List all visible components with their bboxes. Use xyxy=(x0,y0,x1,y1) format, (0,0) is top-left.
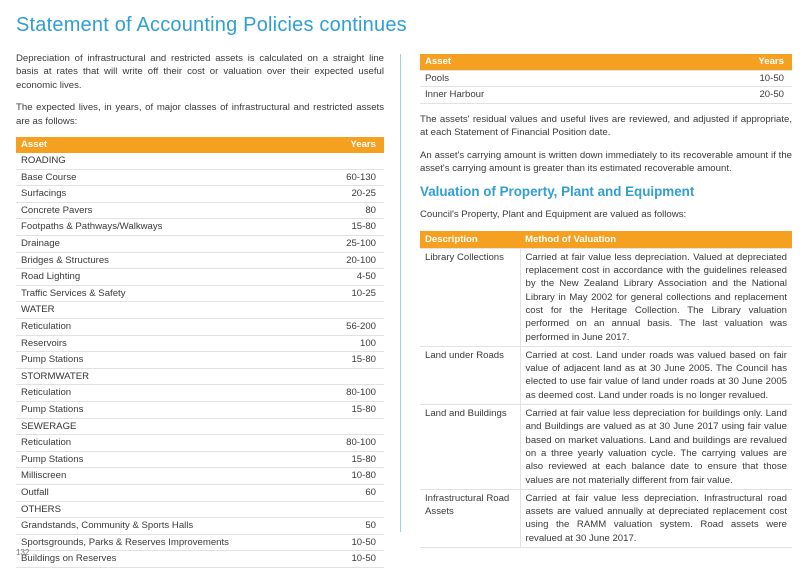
asset-column-header: Asset xyxy=(16,137,324,153)
asset-cell: Pump Stations xyxy=(16,451,324,468)
asset-cell: Footpaths & Pathways/Walkways xyxy=(16,219,324,236)
table-header-row xyxy=(420,231,792,249)
description-column-header: Description xyxy=(420,231,520,249)
description-cell: Infrastructural Road Assets xyxy=(420,489,520,547)
table-row xyxy=(16,451,384,468)
method-cell: Carried at cost. Land under roads was valued based on fair value of adjacent land as at 30 June 2005. The Council has elected to use fair value of land under roads at 30 June 2005 as deemed cost. Land under roads is no longer revalued. xyxy=(520,346,792,404)
years-cell: 60-130 xyxy=(324,169,385,186)
asset-cell: ROADING xyxy=(16,153,324,169)
years-cell: 10-50 xyxy=(324,534,385,551)
years-cell: 10-25 xyxy=(324,285,385,302)
table-row xyxy=(16,202,384,219)
residual-values-paragraph: The assets' residual values and useful lives are reviewed, and adjusted if appropriate, at each Statement of Financial Position date. xyxy=(420,113,792,139)
expected-lives-paragraph: The expected lives, in years, of major classes of infrastructural and restricted assets are as follows: xyxy=(16,102,384,127)
asset-cell: Sportsgrounds, Parks & Reserves Improvements xyxy=(16,534,324,551)
asset-cell: SEWERAGE xyxy=(16,418,324,435)
table-row xyxy=(16,236,384,253)
carrying-amount-paragraph: An asset's carrying amount is written down immediately to its recoverable amount if the asset's carrying amount is greater than its estimated recoverable amount. xyxy=(420,149,792,174)
table-row xyxy=(420,248,792,346)
table-row xyxy=(16,518,384,535)
asset-cell: Milliscreen xyxy=(16,468,324,485)
page-number: 132 xyxy=(16,548,30,557)
years-cell: 56-200 xyxy=(324,318,385,335)
table-header-row xyxy=(420,54,792,70)
category-row xyxy=(16,501,384,518)
table-row xyxy=(420,70,792,87)
page-title: Statement of Accounting Policies continues xyxy=(16,14,407,36)
asset-cell: Bridges & Structures xyxy=(16,252,324,269)
years-cell xyxy=(324,368,385,385)
years-cell: 20-100 xyxy=(324,252,385,269)
asset-cell: Pump Stations xyxy=(16,352,324,369)
years-cell: 10-80 xyxy=(324,468,385,485)
table-row xyxy=(16,186,384,203)
years-cell: 15-80 xyxy=(324,401,385,418)
asset-cell: Traffic Services & Safety xyxy=(16,285,324,302)
category-row xyxy=(16,302,384,319)
asset-cell: Buildings on Reserves xyxy=(16,551,324,568)
table-row xyxy=(16,252,384,269)
asset-lives-table xyxy=(16,137,384,568)
years-cell: 60 xyxy=(324,484,385,501)
years-cell: 20-50 xyxy=(659,87,792,104)
years-cell xyxy=(324,153,385,169)
method-cell: Carried at fair value less depreciation for buildings only. Land and Buildings are valued as at 30 June 2017 using fair value based on market valuations. Land and buildings are revalued on a three yearly valuation cycle. The carrying values are also reviewed at each balance date to ensure that those values are not materially different from fair value. xyxy=(520,405,792,490)
valuation-intro-paragraph: Council's Property, Plant and Equipment are valued as follows: xyxy=(420,209,687,221)
description-cell: Land and Buildings xyxy=(420,405,520,490)
asset-cell: Base Course xyxy=(16,169,324,186)
method-cell: Carried at fair value less depreciation. Valued at depreciated replacement cost in accordance with the guidelines released by the New Zealand Library Association and the National Library in May 2002 for general collections and replacement cost for the Heritage Collection. The Library valuation performed on an annual basis. The last valuation was performed in June 2017. xyxy=(520,248,792,346)
years-cell: 10-50 xyxy=(324,551,385,568)
depreciation-paragraph: Depreciation of infrastructural and restricted assets is calculated on a straight line basis at rates that will write off their cost or valuation over their expected useful economic lives. xyxy=(16,53,384,91)
asset-cell: Reticulation xyxy=(16,435,324,452)
table-row xyxy=(16,335,384,352)
table-row xyxy=(16,551,384,568)
table-row xyxy=(16,385,384,402)
years-cell: 25-100 xyxy=(324,236,385,253)
table-row xyxy=(420,87,792,104)
table-row xyxy=(16,169,384,186)
table-header-row xyxy=(16,137,384,153)
table-row xyxy=(420,489,792,547)
years-column-header: Years xyxy=(659,54,792,70)
table-row xyxy=(16,401,384,418)
years-cell: 15-80 xyxy=(324,219,385,236)
table-row xyxy=(16,285,384,302)
table-row xyxy=(16,435,384,452)
asset-cell: WATER xyxy=(16,302,324,319)
asset-cell: Surfacings xyxy=(16,186,324,203)
table-row xyxy=(16,484,384,501)
valuation-table xyxy=(420,231,792,548)
asset-cell: Reticulation xyxy=(16,318,324,335)
method-cell: Carried at fair value less depreciation. Infrastructural road assets are valued annually at depreciated replacement cost using the RAMM valuation system. Road assets were revalued at 30 June 2017. xyxy=(520,489,792,547)
asset-cell: Concrete Pavers xyxy=(16,202,324,219)
years-cell: 50 xyxy=(324,518,385,535)
table-row xyxy=(16,269,384,286)
asset-cell: Reticulation xyxy=(16,385,324,402)
table-row xyxy=(16,534,384,551)
category-row xyxy=(16,153,384,169)
years-cell: 80-100 xyxy=(324,435,385,452)
years-cell xyxy=(324,501,385,518)
asset-column-header: Asset xyxy=(420,54,659,70)
category-row xyxy=(16,368,384,385)
years-cell: 15-80 xyxy=(324,352,385,369)
left-column xyxy=(16,52,384,568)
asset-cell: OTHERS xyxy=(16,501,324,518)
years-cell xyxy=(324,418,385,435)
years-cell: 10-50 xyxy=(659,70,792,87)
years-cell: 20-25 xyxy=(324,186,385,203)
asset-cell: STORMWATER xyxy=(16,368,324,385)
category-row xyxy=(16,418,384,435)
table-row xyxy=(420,405,792,490)
asset-lives-table-continued xyxy=(420,54,792,104)
years-cell: 15-80 xyxy=(324,451,385,468)
table-row xyxy=(16,219,384,236)
description-cell: Land under Roads xyxy=(420,346,520,404)
asset-cell: Grandstands, Community & Sports Halls xyxy=(16,518,324,535)
asset-cell: Outfall xyxy=(16,484,324,501)
table-row xyxy=(16,318,384,335)
asset-cell: Reservoirs xyxy=(16,335,324,352)
years-cell: 4-50 xyxy=(324,269,385,286)
years-cell xyxy=(324,302,385,319)
method-column-header: Method of Valuation xyxy=(520,231,792,249)
column-divider xyxy=(400,54,401,532)
table-row xyxy=(420,346,792,404)
right-column xyxy=(420,54,792,548)
asset-cell: Pump Stations xyxy=(16,401,324,418)
years-cell: 100 xyxy=(324,335,385,352)
table-row xyxy=(16,468,384,485)
years-cell: 80-100 xyxy=(324,385,385,402)
asset-cell: Pools xyxy=(420,70,659,87)
years-column-header: Years xyxy=(324,137,385,153)
description-cell: Library Collections xyxy=(420,248,520,346)
asset-cell: Drainage xyxy=(16,236,324,253)
asset-cell: Road Lighting xyxy=(16,269,324,286)
years-cell: 80 xyxy=(324,202,385,219)
valuation-heading: Valuation of Property, Plant and Equipment xyxy=(420,184,695,200)
table-row xyxy=(16,352,384,369)
asset-cell: Inner Harbour xyxy=(420,87,659,104)
